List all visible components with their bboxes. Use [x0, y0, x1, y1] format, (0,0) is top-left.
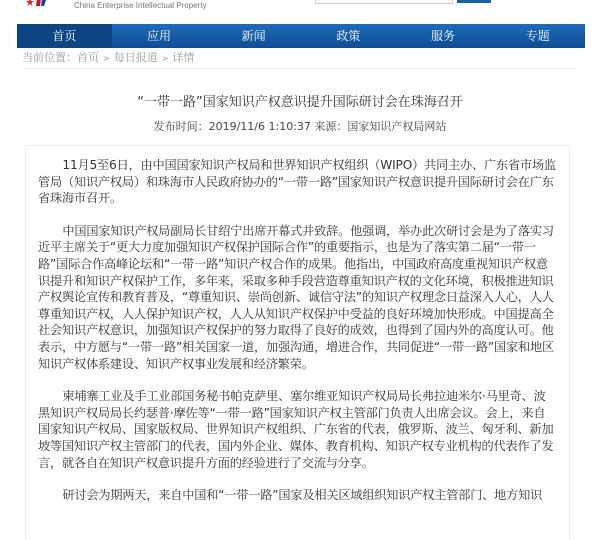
article-paragraph: 中国国家知识产权局副局长甘绍宁出席开幕式并致辞。他强调，举办此次研讨会是为了落实习近平主席关于“更大力度加强知识产权保护国际合作”的重要指示，也是为了落实第二届“一带一路”国际合作高峰论坛和“一带一路”知识产权合作的成果。他指出，中国政府高度重视知识产权意识提升和知识产权保护工作，多年来，采取多种手段营造尊重知识产权的文化环境，积极推进知识产权舆论宣传和教育普及，“尊重知识、崇尚创新、诚信守法”的知识产权理念日益深入人心，人人尊重知识产权，人人保护知识产权，人人从知识产权保护中受益的良好环境加快形成。中国提高全社会知识产权意识，加强知识产权保护的努力取得了良好的成效，也得到了国内外的高度认可。他表示，中方愿与“一带一路”相关国家一道，加强沟通，增进合作，共同促进“一带一路”国家和地区知识产权体系建设、知识产权事业发展和经济繁荣。: [38, 223, 554, 371]
article-body: [25, 145, 570, 540]
breadcrumb-detail: 详情: [172, 51, 195, 64]
main-nav: [17, 24, 585, 48]
article-paragraph: 柬埔寨工业及手工业部国务秘书帕克萨里、塞尔维亚知识产权局局长弗拉迪米尔·马里奇、波黑知识产权局局长约瑟普·摩佐等“一带一路”国家知识产权主管部门负责人出席会议。会上，来自国家知识产权局、国家版权局、世界知识产权组织、广东省的代表，俄罗斯、波兰、匈牙利、新加坡等国知识产权主管部门的代表，国内外企业、媒体、教育机构、知识产权专业机构的代表作了发言，就各自在知识产权意识提升方面的经验进行了交流与分享。: [38, 389, 554, 470]
divider: [22, 68, 578, 69]
nav-apps[interactable]: 应用: [147, 29, 172, 43]
breadcrumb: [22, 51, 194, 66]
search-input[interactable]: [315, 0, 453, 4]
article-paragraph: 11月5至6日，由中国国家知识产权局和世界知识产权组织（WIPO）共同主办、广东省市场监管局（知识产权局）和珠海市人民政府协办的“一带一路”国家知识产权意识提升国际研讨会在广东省珠海市召开。: [38, 158, 556, 206]
breadcrumb-home[interactable]: 首页: [77, 51, 99, 64]
breadcrumb-separator: >: [161, 54, 169, 63]
logo-subtitle: China Enterprise Intellectual Property: [74, 1, 207, 10]
logo-icon[interactable]: [22, 0, 62, 12]
article-meta: 发布时间：2019/11/6 1:10:37 来源：国家知识产权局网站: [153, 120, 447, 133]
nav-news[interactable]: 新闻: [241, 29, 266, 43]
search-button[interactable]: [457, 0, 491, 3]
article-title: “一带一路”国家知识产权意识提升国际研讨会在珠海召开: [137, 95, 463, 110]
nav-topics[interactable]: 专题: [525, 29, 550, 43]
nav-policy[interactable]: 政策: [336, 29, 361, 43]
breadcrumb-daily[interactable]: 每日报道: [113, 51, 158, 64]
breadcrumb-separator: >: [103, 54, 110, 63]
breadcrumb-label: 当前位置：: [22, 51, 77, 64]
nav-home[interactable]: 首页: [17, 24, 112, 48]
nav-services[interactable]: 服务: [431, 29, 456, 43]
article-paragraph: 研讨会为期两天，来自中国和“一带一路”国家及相关区域组织知识产权主管部门、地方知识: [62, 488, 543, 503]
site-header: [0, 0, 600, 24]
